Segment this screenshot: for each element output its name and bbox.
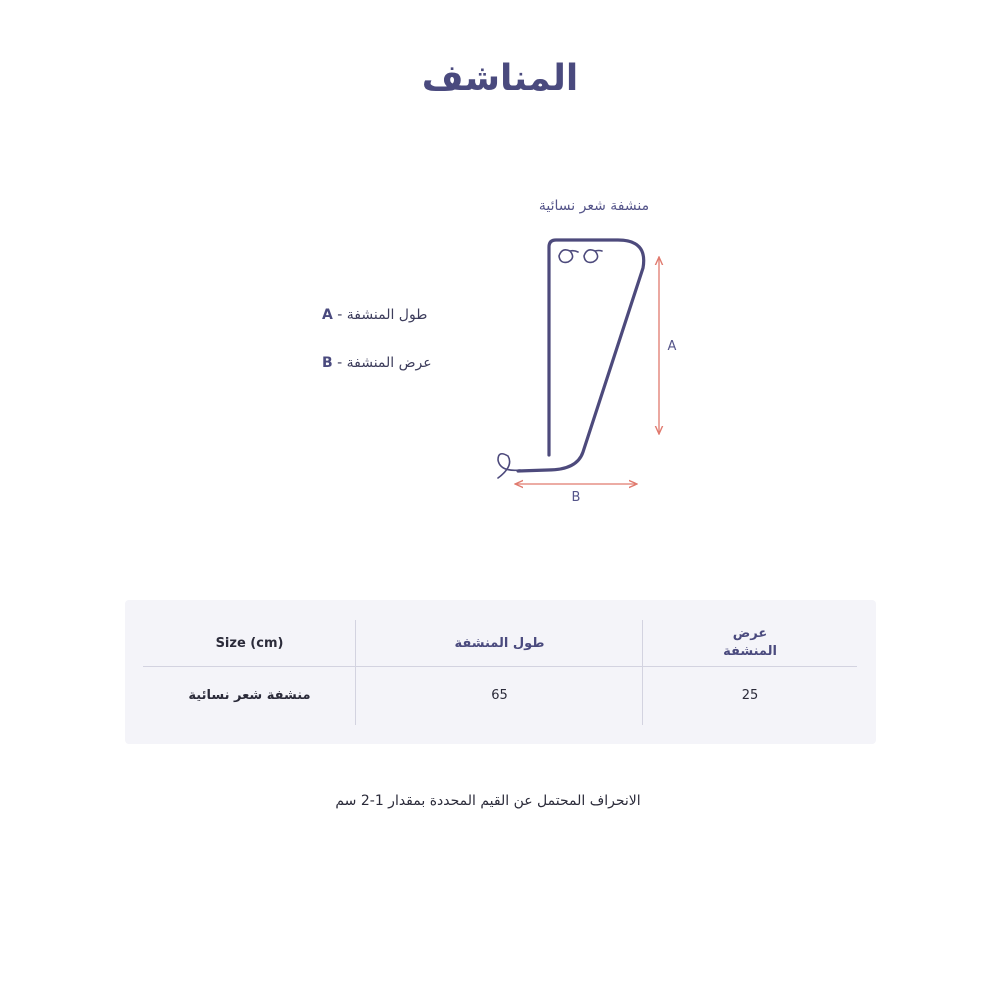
legend-separator-a: -: [332, 307, 347, 323]
legend-letter-b: B: [322, 355, 333, 371]
header-size: Size (cm): [215, 635, 284, 651]
legend-text-b: عرض المنشفة: [346, 355, 432, 371]
size-table: [125, 600, 876, 744]
header-width-line1: عرض: [732, 626, 768, 641]
legend-text-a: طول المنشفة: [346, 307, 428, 323]
row-length-value: 65: [491, 687, 508, 703]
header-width: [643, 622, 857, 664]
tolerance-note: الانحراف المحتمل عن القيم المحددة بمقدار 1-2 سم: [335, 793, 641, 809]
header-width-line2: المنشفة: [723, 644, 777, 659]
towel-tail: [498, 454, 520, 478]
row-product-name: منشفة شعر نسائية: [188, 687, 311, 703]
button-loops-icon: [559, 250, 602, 263]
row-width-value: 25: [741, 687, 759, 703]
legend-letter-a: A: [322, 307, 333, 323]
dimension-b-label: B: [571, 490, 581, 505]
towel-outline: [518, 240, 644, 471]
legend-separator-b: -: [332, 355, 347, 371]
product-label: منشفة شعر نسائية: [538, 198, 650, 214]
header-divider: [143, 666, 857, 667]
header-length: طول المنشفة: [454, 635, 545, 651]
page-title: المناشف: [421, 58, 579, 99]
dimension-a-label: A: [667, 339, 677, 354]
